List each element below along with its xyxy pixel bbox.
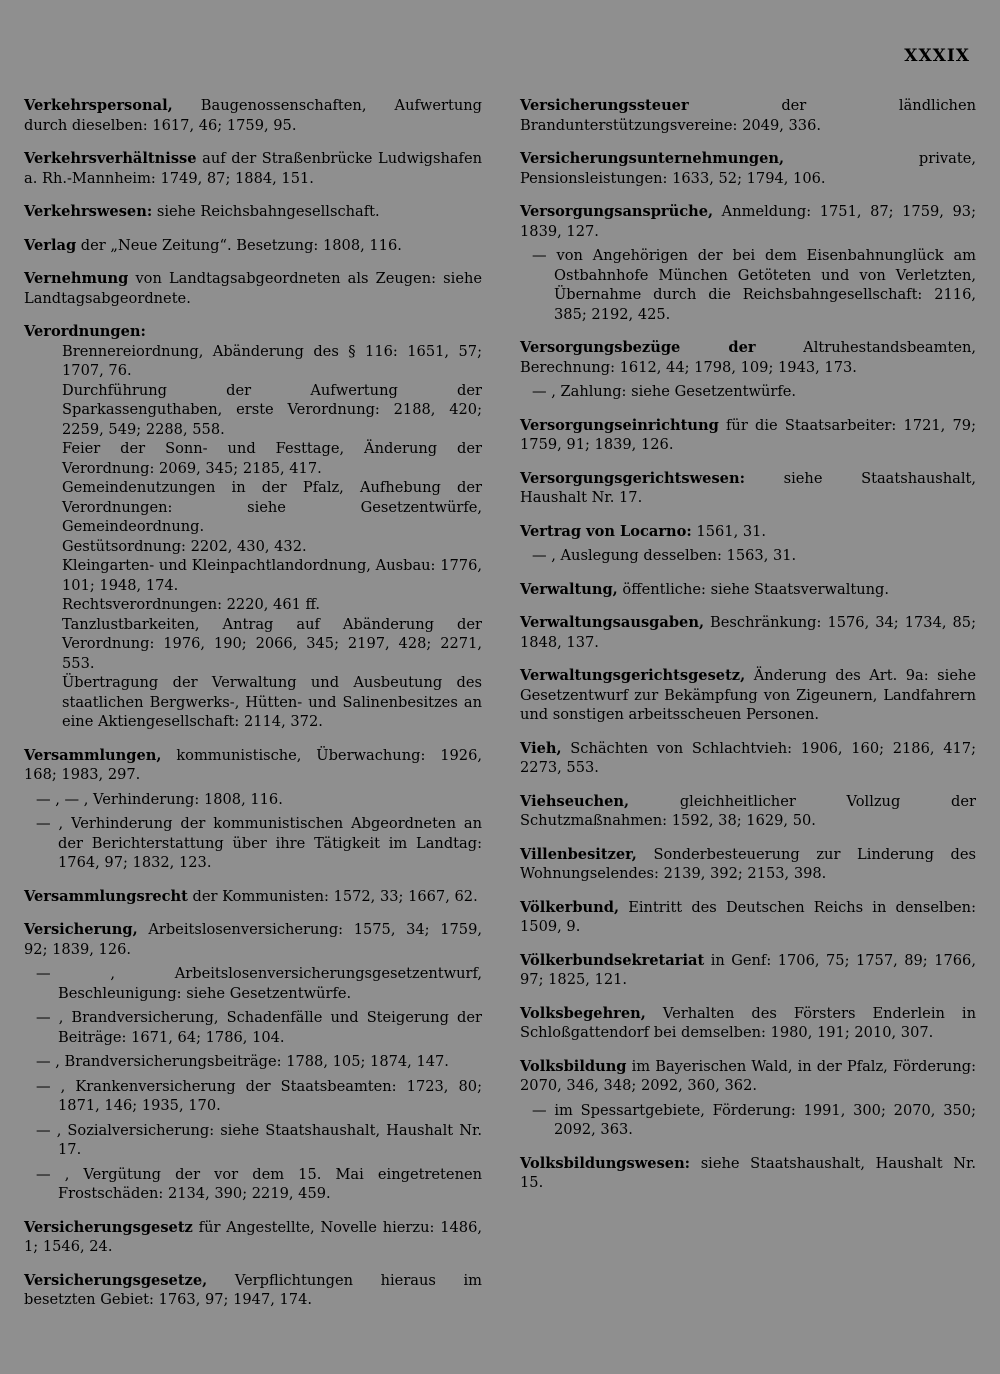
entry-text: der ländlichen Brandunterstützungsvereine: 2049, 336. (520, 97, 976, 134)
sub-entry: Kleingarten- und Kleinpachtlandordnung, Ausbau: 1776, 101; 1948, 174. (62, 557, 482, 594)
index-entry (24, 1218, 482, 1257)
entry-heading: Verwaltungsausgaben, (520, 614, 705, 631)
entry-heading: Versicherungsgesetze, (24, 1271, 208, 1289)
entry-text: für die Staatsarbeiter: 1721, 79; 1759, 91; 1839, 126. (520, 416, 976, 453)
entry-heading: Volksbegehren, (520, 1004, 646, 1022)
index-entry (520, 666, 976, 725)
sub-entry: — , Vergütung der vor dem 15. Mai eingetretenen Frostschäden: 2134, 390; 2219, 459. (36, 1165, 482, 1202)
index-entry (520, 845, 976, 884)
sub-entry: Gemeindenutzungen in der Pfalz, Aufhebung der Verordnungen: siehe Gesetzentwürfe, Gemeindeordnung. (62, 479, 482, 535)
entry-text: Verpflichtungen hieraus im besetzten Gebiet: 1763, 97; 1947, 174. (24, 1271, 482, 1308)
sub-entry: — , Brandversicherung, Schadenfälle und Steigerung der Beiträge: 1671, 64; 1786, 104. (36, 1009, 482, 1046)
sub-entry: — , Brandversicherungsbeiträge: 1788, 105; 1874, 147. (36, 1053, 449, 1070)
index-entry (520, 739, 976, 778)
entry-heading: Verwaltungsgerichtsgesetz, (520, 667, 746, 684)
page-number: XXXIX (904, 46, 970, 66)
index-entry (24, 269, 482, 308)
index-entry (520, 1057, 976, 1140)
index-entry (520, 580, 976, 600)
entry-heading: Volksbildungswesen: (520, 1154, 691, 1172)
entry-text: auf der Straßenbrücke Ludwigshafen a. Rh.-Mannheim: 1749, 87; 1884, 151. (24, 150, 482, 187)
entry-heading: Versammlungsrecht (24, 887, 188, 905)
entry-heading: Versorgungsgerichtswesen: (520, 469, 745, 487)
sub-entry: — , Verhinderung der kommunistischen Abgeordneten an der Berichterstattung über ihre Tätigkeit im Landtag: 1764, 97; 1832, 123. (36, 815, 482, 871)
entry-heading: Versicherungsgesetz (24, 1218, 193, 1236)
entry-heading: Versorgungseinrichtung (520, 416, 719, 434)
entry-text: der Kommunisten: 1572, 33; 1667, 62. (187, 887, 478, 905)
sub-entry: Feier der Sonn- und Festtage, Änderung der Verordnung: 2069, 345; 2185, 417. (62, 440, 482, 477)
entry-heading: Versicherungssteuer (520, 97, 689, 114)
entry-heading: Volksbildung (520, 1057, 627, 1075)
entry-text: siehe Staatshaushalt, Haushalt Nr. 17. (520, 469, 976, 506)
index-entry (520, 469, 976, 508)
entry-text: Beschränkung: 1576, 34; 1734, 85; 1848, 137. (520, 614, 976, 651)
entry-text: gleichheitlicher Vollzug der Schutzmaßnahmen: 1592, 38; 1629, 50. (520, 792, 976, 829)
sub-entry: Durchführung der Aufwertung der Sparkassenguthaben, erste Verordnung: 2188, 420; 2259, 549; 2288, 558. (62, 381, 482, 438)
index-entry (520, 416, 976, 455)
entry-heading: Versicherungsunternehmungen, (520, 150, 785, 167)
index-entry (520, 1004, 976, 1043)
entry-heading: Völkerbund, (520, 898, 620, 916)
entry-heading: Versorgungsansprüche, (520, 203, 714, 220)
index-entry (520, 792, 976, 831)
entry-heading: Verkehrspersonal, (24, 97, 173, 114)
index-entry (520, 522, 976, 566)
index-entry (520, 149, 976, 188)
index-entry (24, 149, 482, 188)
entry-text: im Bayerischen Wald, in der Pfalz, Förderung: 2070, 346, 348; 2092, 360, 362. (520, 1057, 976, 1094)
entry-heading: Verordnungen: (24, 323, 146, 340)
entry-text: Anmeldung: 1751, 87; 1759, 93; 1839, 127. (520, 203, 976, 240)
index-entry (24, 920, 482, 1204)
entry-text: Verhalten des Försters Enderlein in Schloßgattendorf bei demselben: 1980, 191; 2010, 307. (520, 1004, 976, 1041)
entry-heading: Verkehrswesen: (24, 203, 153, 220)
index-entry (520, 1154, 976, 1193)
sub-entry: Rechtsverordnungen: 2220, 461 ff. (62, 596, 321, 613)
entry-text: Altruhestandsbeamten, Berechnung: 1612, 44; 1798, 109; 1943, 173. (520, 339, 977, 376)
entry-heading: Versammlungen, (24, 746, 162, 764)
entry-text: 1561, 31. (691, 522, 767, 540)
entry-text: Änderung des Art. 9a: siehe Gesetzentwurf zur Bekämpfung von Zigeunern, Landfahrern und sonstigen arbeitsscheuen Personen. (520, 667, 976, 723)
entry-text: siehe Reichsbahngesellschaft. (152, 203, 380, 220)
entry-text: Eintritt des Deutschen Reichs in denselben: 1509, 9. (520, 898, 976, 935)
index-entry (520, 202, 976, 324)
entry-text: kommunistische, Überwachung: 1926, 168; 1983, 297. (24, 746, 482, 783)
entry-heading: Versorgungsbezüge der (520, 339, 756, 356)
entry-text: Schächten von Schlachtvieh: 1906, 160; 2186, 417; 2273, 553. (520, 739, 976, 776)
left-column (24, 96, 482, 1324)
entry-heading: Villenbesitzer, (520, 845, 637, 863)
entry-heading: Völkerbundsekretariat (520, 951, 705, 969)
sub-entry: Gestütsordnung: 2202, 430, 432. (62, 537, 307, 555)
sub-entry: — , — , Verhinderung: 1808, 116. (36, 790, 283, 808)
sub-entry: — , Arbeitslosenversicherungsgesetzentwurf, Beschleunigung: siehe Gesetzentwürfe. (36, 965, 482, 1002)
entry-heading: Vieh, (520, 739, 562, 757)
sub-entry: — , Krankenversicherung der Staatsbeamten: 1723, 80; 1871, 146; 1935, 170. (36, 1077, 482, 1114)
index-entry (24, 887, 482, 907)
index-entry (24, 96, 482, 135)
index-entry (520, 338, 976, 402)
entry-text: siehe Staatshaushalt, Haushalt Nr. 15. (520, 1154, 976, 1191)
entry-heading: Verkehrsverhältnisse (24, 150, 197, 167)
sub-entry: — von Angehörigen der bei dem Eisenbahnunglück am Ostbahnhofe München Getöteten und von Verletzten, Übernahme durch die Reichsbahngesellschaft: 2116, 385; 2192, 425. (532, 247, 976, 323)
sub-entry: — , Auslegung desselben: 1563, 31. (532, 547, 797, 564)
entry-text: der „Neue Zeitung“. Besetzung: 1808, 116. (76, 236, 402, 254)
sub-entry: — im Spessartgebiete, Förderung: 1991, 300; 2070, 350; 2092, 363. (532, 1101, 976, 1138)
entry-heading: Verlag (24, 236, 77, 254)
sub-entry: Tanzlustbarkeiten, Antrag auf Abänderung der Verordnung: 1976, 190; 2066, 345; 2197, 428; 2271, 553. (62, 615, 482, 672)
sub-entry: Brennereiordnung, Abänderung des § 116: 1651, 57; 1707, 76. (62, 342, 482, 379)
sub-entry: — , Sozialversicherung: siehe Staatshaushalt, Haushalt Nr. 17. (36, 1121, 482, 1158)
index-entry (520, 951, 976, 990)
entry-heading: Versicherung, (24, 921, 138, 938)
index-entry (520, 898, 976, 937)
entry-text: öffentliche: siehe Staatsverwaltung. (617, 580, 890, 598)
entry-text: in Genf: 1706, 75; 1757, 89; 1766, 97; 1825, 121. (520, 951, 976, 988)
index-entry (520, 613, 976, 652)
entry-heading: Verwaltung, (520, 580, 618, 598)
index-entry (24, 746, 482, 873)
entry-heading: Viehseuchen, (520, 792, 630, 810)
sub-entry: — , Zahlung: siehe Gesetzentwürfe. (532, 383, 796, 400)
entry-heading: Vertrag von Locarno: (520, 522, 692, 540)
entry-text: von Landtagsabgeordneten als Zeugen: siehe Landtagsabgeordnete. (24, 270, 482, 307)
index-entry (24, 322, 482, 732)
sub-entry: Übertragung der Verwaltung und Ausbeutung des staatlichen Bergwerks-, Hütten- und Salinenbesitzes an eine Aktiengesellschaft: 2114, 372. (62, 674, 482, 730)
index-entry (520, 96, 976, 135)
entry-text: Baugenossenschaften, Aufwertung durch dieselben: 1617, 46; 1759, 95. (24, 97, 482, 134)
index-entry (24, 202, 482, 222)
entry-text: für Angestellte, Novelle hierzu: 1486, 1; 1546, 24. (24, 1218, 482, 1255)
index-entry (24, 236, 482, 256)
index-entry (24, 1271, 482, 1310)
entry-text: Sonderbesteuerung zur Linderung des Wohnungselendes: 2139, 392; 2153, 398. (520, 845, 976, 882)
entry-text: Arbeitslosenversicherung: 1575, 34; 1759, 92; 1839, 126. (24, 921, 482, 958)
entry-text: private, Pensionsleistungen: 1633, 52; 1794, 106. (520, 150, 976, 187)
right-column (520, 96, 976, 1207)
entry-heading: Vernehmung (24, 270, 129, 287)
